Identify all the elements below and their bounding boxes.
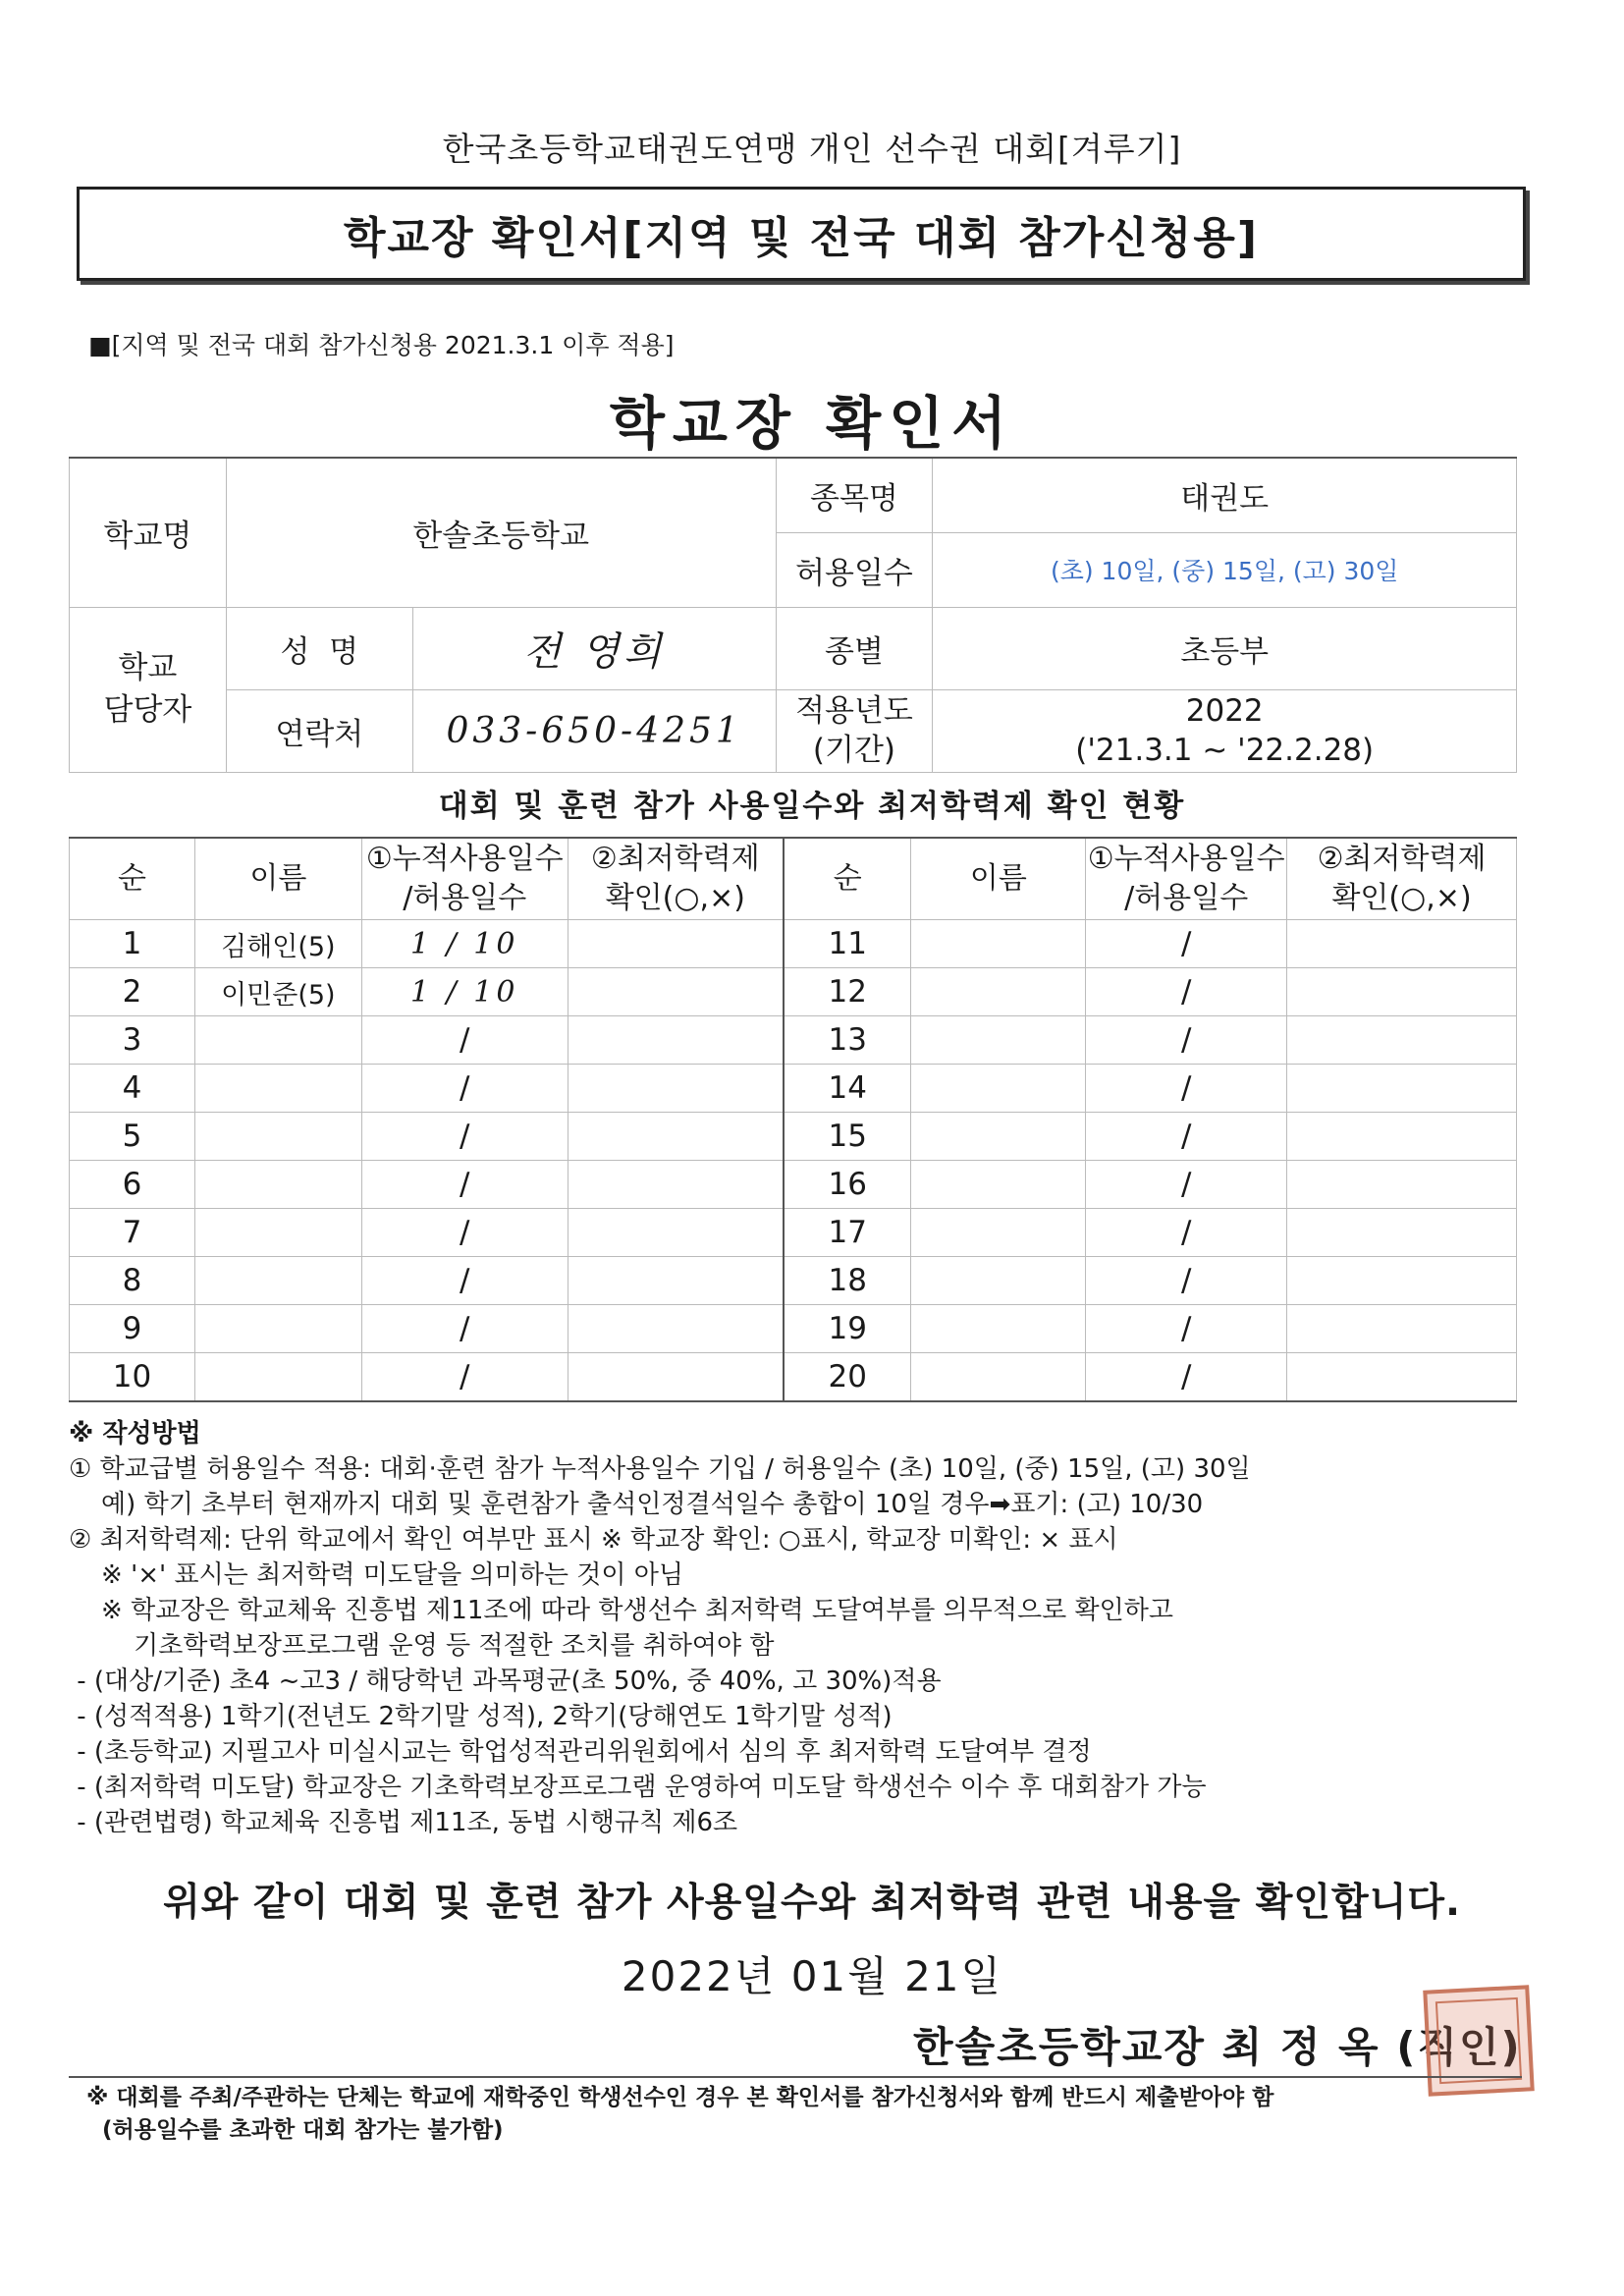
header-name: 이름: [194, 838, 361, 920]
header-no: 순: [70, 838, 195, 920]
header-check: ②최저학력제 확인(○,×): [568, 838, 784, 920]
row-no: 2: [70, 968, 195, 1016]
row-check: [568, 1065, 784, 1113]
table-row: [70, 1305, 1517, 1353]
row-no: 11: [784, 920, 911, 968]
header-check-right: ②최저학력제 확인(○,×): [1287, 838, 1517, 920]
contact-label: 연락처: [226, 689, 412, 772]
allowed-days-label: 허용일수: [776, 532, 933, 607]
row-days: /: [361, 1209, 568, 1257]
apply-note: ■[지역 및 전국 대회 참가신청용 2021.3.1 이후 적용]: [88, 331, 675, 359]
row-name: [911, 1016, 1086, 1065]
row-no: 3: [70, 1016, 195, 1065]
instruction-line: - (대상/기준) 초4 ~고3 / 해당학년 과목평균(초 50%, 중 40%, 고 30%)적용: [69, 1667, 942, 1696]
school-value: 한솔초등학교: [226, 458, 776, 607]
instructions-heading: ※ 작성방법: [69, 1419, 201, 1449]
row-check: [1287, 1065, 1517, 1113]
division-label: 종별: [776, 607, 933, 689]
instruction-line: - (최저학력 미도달) 학교장은 기초학력보장프로그램 운영하여 미도달 학생선수 이수 후 대회참가 가능: [69, 1773, 1207, 1802]
table-row: [70, 1065, 1517, 1113]
row-check: [568, 1209, 784, 1257]
row-no: 12: [784, 968, 911, 1016]
row-days: /: [1086, 1065, 1287, 1113]
row-days: 1 / 10: [361, 968, 568, 1016]
manager-name-value: 전 영희: [412, 607, 776, 689]
table-row: [70, 1161, 1517, 1209]
row-no: 10: [70, 1353, 195, 1402]
row-check: [568, 1257, 784, 1305]
row-name: [911, 1113, 1086, 1161]
info-table: [69, 457, 1517, 773]
table-row: [70, 1209, 1517, 1257]
row-no: 20: [784, 1353, 911, 1402]
sport-label: 종목명: [776, 458, 933, 532]
row-check: [1287, 1257, 1517, 1305]
row-name: [194, 1065, 361, 1113]
instruction-line: 예) 학기 초부터 현재까지 대회 및 훈련참가 출석인정결석일수 총합이 10일 경우➡표기: (고) 10/30: [69, 1490, 1204, 1519]
footer-divider: [69, 2076, 1522, 2078]
row-check: [568, 1113, 784, 1161]
row-name: [194, 1257, 361, 1305]
row-name: [911, 1209, 1086, 1257]
row-no: 8: [70, 1257, 195, 1305]
row-days: /: [361, 1016, 568, 1065]
principal-signature-line: 한솔초등학교장 최 정 옥 (직인): [913, 2023, 1522, 2071]
header-no-right: 순: [784, 838, 911, 920]
row-check: [1287, 920, 1517, 968]
instruction-line: ※ 학교장은 학교체육 진흥법 제11조에 따라 학생선수 최저학력 도달여부를 의무적으로 확인하고: [69, 1596, 1173, 1625]
contact-value: 033-650-4251: [412, 689, 776, 772]
row-days: /: [361, 1305, 568, 1353]
row-name: 이민준(5): [194, 968, 361, 1016]
instruction-line: 기초학력보장프로그램 운영 등 적절한 조치를 취하여야 함: [69, 1631, 775, 1661]
instruction-line: ※ '×' 표시는 최저학력 미도달을 의미하는 것이 아님: [69, 1560, 683, 1590]
row-days: 1 / 10: [361, 920, 568, 968]
row-days: /: [361, 1065, 568, 1113]
row-check: [568, 968, 784, 1016]
confirmation-statement: 위와 같이 대회 및 훈련 참가 사용일수와 최저학력 관련 내용을 확인합니다.: [163, 1881, 1461, 1925]
row-no: 1: [70, 920, 195, 968]
row-check: [1287, 1161, 1517, 1209]
form-title-box: 학교장 확인서[지역 및 전국 대회 참가신청용]: [77, 187, 1526, 281]
row-days: /: [1086, 1113, 1287, 1161]
row-days: /: [1086, 1016, 1287, 1065]
row-check: [568, 1161, 784, 1209]
row-check: [1287, 1353, 1517, 1402]
row-no: 9: [70, 1305, 195, 1353]
row-no: 14: [784, 1065, 911, 1113]
instructions-section: [69, 1416, 1542, 1840]
period-value: ('21.3.1 ~ '22.2.28): [1075, 733, 1375, 768]
row-days: /: [1086, 1209, 1287, 1257]
division-value: 초등부: [933, 607, 1517, 689]
instruction-line: - (관련법령) 학교체육 진흥법 제11조, 동법 시행규칙 제6조: [69, 1808, 738, 1837]
roster-caption: 대회 및 훈련 참가 사용일수와 최저학력제 확인 현황: [438, 789, 1186, 824]
row-name: [911, 1305, 1086, 1353]
row-days: /: [1086, 1353, 1287, 1402]
sport-value: 태권도: [933, 458, 1517, 532]
instruction-line: ① 학교급별 허용일수 적용: 대회·훈련 참가 누적사용일수 기입 / 허용일수 (초) 10일, (중) 15일, (고) 30일: [69, 1454, 1251, 1484]
row-no: 16: [784, 1161, 911, 1209]
year-value: 2022: [1185, 692, 1264, 729]
footer-note: [86, 2082, 1273, 2147]
manager-name-label: 성 명: [226, 607, 412, 689]
row-no: 17: [784, 1209, 911, 1257]
row-check: [568, 1016, 784, 1065]
row-no: 4: [70, 1065, 195, 1113]
row-name: [911, 1257, 1086, 1305]
header-days-right: ①누적사용일수 /허용일수: [1086, 838, 1287, 920]
manager-label: 학교 담당자: [70, 607, 227, 772]
row-name: [194, 1113, 361, 1161]
row-name: [194, 1161, 361, 1209]
table-row: [70, 968, 1517, 1016]
row-days: /: [1086, 1305, 1287, 1353]
year-label: 적용년도 (기간): [776, 689, 933, 772]
row-days: /: [1086, 1161, 1287, 1209]
row-no: 5: [70, 1113, 195, 1161]
row-no: 18: [784, 1257, 911, 1305]
instruction-line: ② 최저학력제: 단위 학교에서 확인 여부만 표시 ※ 학교장 확인: ○표시, 학교장 미확인: × 표시: [69, 1525, 1118, 1555]
instruction-line: - (초등학교) 지필고사 미실시교는 학업성적관리위원회에서 심의 후 최저학력 도달여부 결정: [69, 1737, 1092, 1767]
school-label: 학교명: [70, 458, 227, 607]
row-days: /: [361, 1257, 568, 1305]
row-name: [911, 1161, 1086, 1209]
header-days: ①누적사용일수 /허용일수: [361, 838, 568, 920]
row-name: [194, 1353, 361, 1402]
row-check: [1287, 1209, 1517, 1257]
row-check: [1287, 1016, 1517, 1065]
table-row: [70, 1257, 1517, 1305]
table-row: [70, 920, 1517, 968]
organization-title: 한국초등학교태권도연맹 개인 선수권 대회[겨루기]: [442, 130, 1182, 168]
row-no: 6: [70, 1161, 195, 1209]
row-no: 13: [784, 1016, 911, 1065]
row-check: [1287, 1305, 1517, 1353]
table-row: [70, 1016, 1517, 1065]
row-check: [568, 1353, 784, 1402]
row-name: [911, 920, 1086, 968]
row-no: 19: [784, 1305, 911, 1353]
row-days: /: [361, 1353, 568, 1402]
allowed-days-value: (초) 10일, (중) 15일, (고) 30일: [933, 532, 1517, 607]
header-name-right: 이름: [911, 838, 1086, 920]
year-cell: [933, 689, 1517, 772]
row-days: /: [1086, 920, 1287, 968]
document-title: 학교장 확인서: [609, 390, 1015, 457]
row-name: [194, 1305, 361, 1353]
row-days: /: [361, 1113, 568, 1161]
row-check: [568, 920, 784, 968]
table-row: [70, 1113, 1517, 1161]
official-seal-stamp: [1423, 1985, 1535, 2097]
row-check: [568, 1305, 784, 1353]
footer-line-2: (허용일수를 초과한 대회 참가는 불가함): [86, 2117, 504, 2143]
row-days: /: [361, 1161, 568, 1209]
row-no: 15: [784, 1113, 911, 1161]
row-name: [911, 1065, 1086, 1113]
roster-table: [69, 837, 1517, 1402]
row-name: [911, 968, 1086, 1016]
footer-line-1: ※ 대회를 주최/주관하는 단체는 학교에 재학중인 학생선수인 경우 본 확인서를 참가신청서와 함께 반드시 제출받아야 함: [86, 2085, 1274, 2110]
row-name: [194, 1016, 361, 1065]
seal-inner-border: [1435, 1997, 1522, 2084]
issue-date: 2022년 01월 21일: [621, 1952, 1003, 2000]
instruction-line: - (성적적용) 1학기(전년도 2학기말 성적), 2학기(당해연도 1학기말 성적): [69, 1702, 893, 1731]
row-days: /: [1086, 968, 1287, 1016]
row-days: /: [1086, 1257, 1287, 1305]
row-name: 김해인(5): [194, 920, 361, 968]
row-no: 7: [70, 1209, 195, 1257]
table-row: [70, 1353, 1517, 1402]
row-name: [194, 1209, 361, 1257]
row-name: [911, 1353, 1086, 1402]
row-check: [1287, 1113, 1517, 1161]
row-check: [1287, 968, 1517, 1016]
